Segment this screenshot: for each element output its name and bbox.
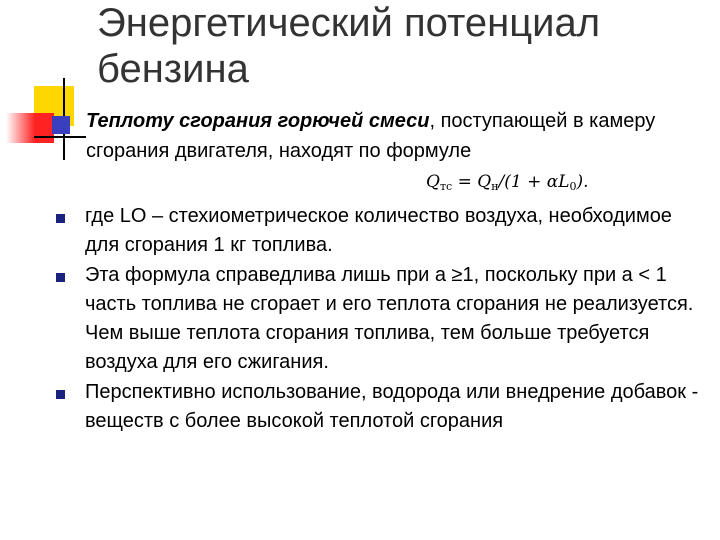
formula-rhs: Q [477,172,492,192]
bullet-list [52,202,702,437]
slide-title [97,0,697,92]
square-bullet-icon [56,273,65,282]
formula-end-sub: 0 [569,180,577,193]
intro-paragraph [86,106,706,166]
bullet-text: Перспективно использование, водорода или внедрение добавок - веществ с более высокой теплотой сгорания [85,381,699,432]
formula-lhs-sub: тс [439,180,453,193]
intro-emphasis: Теплоту сгорания горючей смеси [86,110,430,132]
list-item [52,261,702,377]
formula-eq: = [452,172,478,192]
bullet-text: Эта формула справедлива лишь при а ≥1, поскольку при а < 1 часть топлива не сгорает и его теплота сгорания не реализуется. Чем выше теплота сгорания топлива, тем больше требуется воздуха для его сжигания. [85,264,694,373]
formula-mid: /(1 + αL [498,172,570,192]
formula-rhs-sub: н [491,180,499,193]
formula-end: ). [576,172,589,192]
decor-blue-square [52,116,70,134]
square-bullet-icon [56,390,65,399]
title-line-1: Энергетический потенциал [97,1,601,45]
list-item [52,202,702,260]
square-bullet-icon [56,214,65,223]
list-item [52,378,702,436]
bullet-text: где LO – стехиометрическое количество воздуха, необходимое для сгорания 1 кг топлива. [85,205,672,256]
title-line-2: бензина [97,47,249,91]
formula-lhs: Q [426,172,440,192]
formula [426,172,589,193]
intro-text: , поступающей в камеру сгорания двигателя, находят по формуле [86,110,656,162]
decor-red-bar [6,113,54,143]
